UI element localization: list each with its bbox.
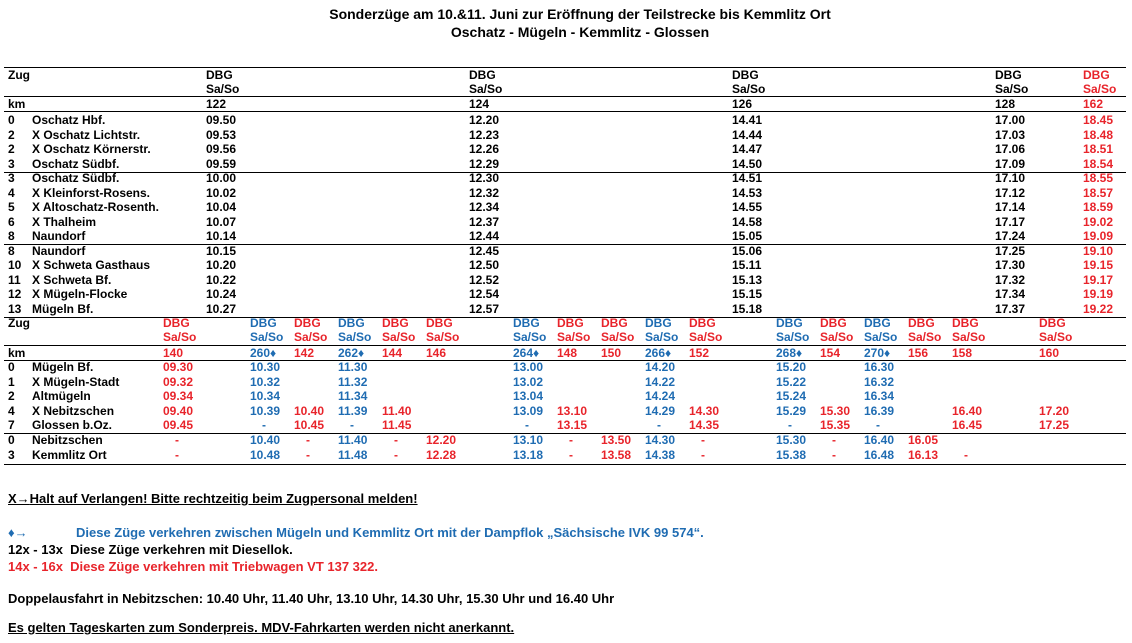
departure-time: 12.34 xyxy=(469,200,500,214)
train-operator: DBG xyxy=(513,316,540,330)
departure-time: 14.22 xyxy=(645,374,676,389)
row-km: 8 xyxy=(8,243,15,258)
departure-time: 11.32 xyxy=(338,374,368,389)
departure-time: - xyxy=(525,418,529,433)
departure-time: 13.50 xyxy=(601,433,632,447)
departure-time: 13.09 xyxy=(513,403,544,418)
departure-time: 15.06 xyxy=(732,243,763,258)
departure-time: 19.17 xyxy=(1083,272,1114,287)
departure-time: 10.00 xyxy=(206,171,237,185)
departure-time: 15.13 xyxy=(732,272,763,287)
train-number: 124 xyxy=(469,97,490,111)
train-operator: DBG xyxy=(426,316,453,330)
departure-time: 14.58 xyxy=(732,214,763,229)
departure-time: 14.30 xyxy=(689,403,720,418)
departure-time: 18.59 xyxy=(1083,200,1114,214)
departure-time: 13.02 xyxy=(513,374,544,389)
departure-time: 17.37 xyxy=(995,301,1026,316)
train-number: 142 xyxy=(294,346,315,360)
train-number: 128 xyxy=(995,97,1016,111)
train-number: 152 xyxy=(689,346,710,360)
departure-time: 10.40 xyxy=(294,403,325,418)
train-days: Sa/So xyxy=(952,330,986,344)
train-days: Sa/So xyxy=(732,82,766,96)
departure-time: 18.48 xyxy=(1083,127,1114,142)
train-days: Sa/So xyxy=(776,330,810,344)
row-km: 2 xyxy=(8,142,15,156)
departure-time: - xyxy=(701,433,705,447)
train-operator: DBG xyxy=(952,316,979,330)
departure-time: 14.41 xyxy=(732,113,763,127)
train-days: Sa/So xyxy=(338,330,372,344)
departure-time: 17.32 xyxy=(995,272,1026,287)
departure-time: 16.48 xyxy=(864,447,895,462)
departure-time: 10.20 xyxy=(206,258,237,272)
train-operator: DBG xyxy=(1083,68,1110,82)
train-operator: DBG xyxy=(908,316,935,330)
train-days: Sa/So xyxy=(908,330,942,344)
train-operator: DBG xyxy=(864,316,891,330)
departure-time: 11.30 xyxy=(338,360,368,374)
train-days: Sa/So xyxy=(557,330,591,344)
row-km: 1 xyxy=(8,374,15,389)
departure-time: - xyxy=(569,447,573,462)
departure-time: 17.25 xyxy=(1039,418,1070,433)
train-operator: DBG xyxy=(732,68,759,82)
train-operator: DBG xyxy=(995,68,1022,82)
section-rule xyxy=(4,244,1126,245)
departure-time: 18.57 xyxy=(1083,185,1114,200)
departure-time: 16.30 xyxy=(864,360,895,374)
departure-time: 18.54 xyxy=(1083,156,1114,171)
departure-time: 17.06 xyxy=(995,142,1026,156)
train-number: 144 xyxy=(382,346,403,360)
departure-time: 13.00 xyxy=(513,360,544,374)
departure-time: 17.03 xyxy=(995,127,1026,142)
diesel-prefix: 12x - 13x xyxy=(8,542,63,557)
departure-time: 12.57 xyxy=(469,301,500,316)
departure-time: - xyxy=(262,418,266,433)
departure-time: 19.10 xyxy=(1083,243,1114,258)
departure-time: 15.20 xyxy=(776,360,807,374)
train-operator: DBG xyxy=(250,316,277,330)
departure-time: 15.24 xyxy=(776,389,807,404)
departure-time: 09.30 xyxy=(163,360,194,374)
train-number: 154 xyxy=(820,346,841,360)
departure-time: 12.20 xyxy=(426,433,457,447)
departure-time: 10.40 xyxy=(250,433,281,447)
departure-time: 15.15 xyxy=(732,287,763,301)
row-km: 5 xyxy=(8,200,15,214)
departure-time: 12.30 xyxy=(469,171,500,185)
departure-time: 13.15 xyxy=(557,418,588,433)
departure-time: 19.15 xyxy=(1083,258,1114,272)
header-rule xyxy=(4,111,1126,112)
departure-time: 18.55 xyxy=(1083,171,1114,185)
train-days: Sa/So xyxy=(601,330,635,344)
departure-time: 11.45 xyxy=(382,418,412,433)
departure-time: 14.47 xyxy=(732,142,763,156)
departure-time: 16.40 xyxy=(864,433,895,447)
train-operator: DBG xyxy=(382,316,409,330)
departure-time: 10.24 xyxy=(206,287,237,301)
departure-time: 14.38 xyxy=(645,447,676,462)
departure-time: 13.18 xyxy=(513,447,544,462)
departure-time: 17.10 xyxy=(995,171,1026,185)
departure-time: 13.04 xyxy=(513,389,544,404)
departure-time: - xyxy=(701,447,705,462)
departure-time: 17.25 xyxy=(995,243,1026,258)
page-title: Sonderzüge am 10.&11. Juni zur Eröffnung der Teilstrecke bis Kemmlitz Ort xyxy=(329,6,831,22)
page-subtitle: Oschatz - Mügeln - Kemmlitz - Glossen xyxy=(450,24,710,40)
departure-time: 12.44 xyxy=(469,229,500,243)
train-number: 156 xyxy=(908,346,929,360)
section-rule xyxy=(4,433,1126,434)
departure-time: 14.50 xyxy=(732,156,763,171)
departure-time: 14.29 xyxy=(645,403,676,418)
departure-time: - xyxy=(175,447,179,462)
train-number: 268♦ xyxy=(776,346,803,360)
departure-time: 10.07 xyxy=(206,214,237,229)
departure-time: 15.11 xyxy=(732,258,762,272)
departure-time: 18.51 xyxy=(1083,142,1114,156)
row-station: Oschatz Hbf. xyxy=(32,113,106,127)
departure-time: - xyxy=(306,447,310,462)
row-km: 4 xyxy=(8,185,15,200)
departure-time: 12.29 xyxy=(469,156,500,171)
departure-time: 14.30 xyxy=(645,433,676,447)
header-rule xyxy=(4,96,1126,97)
departure-time: 09.32 xyxy=(163,374,194,389)
train-number: 158 xyxy=(952,346,973,360)
departure-time: 11.40 xyxy=(382,403,412,418)
departure-time: 09.59 xyxy=(206,156,237,171)
train-operator: DBG xyxy=(206,68,233,82)
train-days: Sa/So xyxy=(382,330,416,344)
train-operator: DBG xyxy=(1039,316,1066,330)
departure-time: 17.30 xyxy=(995,258,1026,272)
row-km: 0 xyxy=(8,433,15,447)
departure-time: - xyxy=(306,433,310,447)
departure-time: 10.27 xyxy=(206,301,237,316)
departure-time: 12.26 xyxy=(469,142,500,156)
row-km: 2 xyxy=(8,389,15,404)
departure-time: 09.56 xyxy=(206,142,237,156)
departure-time: 14.20 xyxy=(645,360,676,374)
departure-time: 12.54 xyxy=(469,287,500,301)
train-operator: DBG xyxy=(163,316,190,330)
departure-time: 19.19 xyxy=(1083,287,1114,301)
departure-time: 10.15 xyxy=(206,243,237,258)
departure-time: 16.40 xyxy=(952,403,983,418)
row-station: X Mügeln-Stadt xyxy=(32,374,120,389)
row-km: 3 xyxy=(8,447,15,462)
train-number: 126 xyxy=(732,97,753,111)
departure-time: - xyxy=(394,447,398,462)
departure-time: 12.23 xyxy=(469,127,500,142)
row-station: Nebitzschen xyxy=(32,433,103,447)
train-number: 270♦ xyxy=(864,346,891,360)
ticket-note: Es gelten Tageskarten zum Sonderpreis. MDV-Fahrkarten werden nicht anerkannt. xyxy=(8,620,515,635)
train-days: Sa/So xyxy=(469,82,503,96)
departure-time: 11.40 xyxy=(338,433,368,447)
departure-time: 16.45 xyxy=(952,418,983,433)
train-operator: DBG xyxy=(776,316,803,330)
train-days: Sa/So xyxy=(294,330,328,344)
departure-time: 10.34 xyxy=(250,389,281,404)
train-days: Sa/So xyxy=(513,330,547,344)
departure-time: 16.39 xyxy=(864,403,895,418)
departure-time: 12.20 xyxy=(469,113,500,127)
row-station: Oschatz Südbf. xyxy=(32,156,120,171)
departure-time: - xyxy=(350,418,354,433)
row-km: 8 xyxy=(8,229,15,243)
train-number: 264♦ xyxy=(513,346,540,360)
train-operator: DBG xyxy=(645,316,672,330)
diesel-note xyxy=(8,542,293,557)
row-station: Mügeln Bf. xyxy=(32,360,94,374)
row-station: X Mügeln-Flocke xyxy=(32,287,128,301)
departure-time: 17.00 xyxy=(995,113,1026,127)
departure-time: 12.52 xyxy=(469,272,500,287)
header-rule xyxy=(4,345,1126,346)
train-number: 266♦ xyxy=(645,346,672,360)
row-km: 3 xyxy=(8,156,15,171)
departure-time: 17.17 xyxy=(995,214,1026,229)
departure-time: 14.51 xyxy=(732,171,763,185)
train-operator: DBG xyxy=(601,316,628,330)
row-km: 3 xyxy=(8,171,15,185)
train-number: 140 xyxy=(163,346,184,360)
departure-time: 16.32 xyxy=(864,374,895,389)
train-days: Sa/So xyxy=(1083,82,1117,96)
departure-time: 10.32 xyxy=(250,374,281,389)
departure-time: 10.02 xyxy=(206,185,237,200)
departure-time: 16.05 xyxy=(908,433,939,447)
departure-time: 11.48 xyxy=(338,447,368,462)
departure-time: 17.24 xyxy=(995,229,1026,243)
departure-time: - xyxy=(569,433,573,447)
departure-time: - xyxy=(657,418,661,433)
departure-time: 15.05 xyxy=(732,229,763,243)
row-km: 6 xyxy=(8,214,15,229)
departure-time: 10.04 xyxy=(206,200,237,214)
departure-time: 13.58 xyxy=(601,447,632,462)
departure-time: 19.09 xyxy=(1083,229,1114,243)
departure-time: - xyxy=(964,447,968,462)
departure-time: 09.53 xyxy=(206,127,237,142)
zug-label: Zug xyxy=(8,316,30,330)
row-station: X Oschatz Körnerstr. xyxy=(32,142,151,156)
departure-time: 10.48 xyxy=(250,447,281,462)
departure-time: 16.34 xyxy=(864,389,895,404)
departure-time: - xyxy=(175,433,179,447)
train-number: 148 xyxy=(557,346,578,360)
halt-symbol: X→ xyxy=(8,491,30,506)
row-km: 13 xyxy=(8,301,22,316)
departure-time: 17.09 xyxy=(995,156,1026,171)
row-station: Naundorf xyxy=(32,243,86,258)
departure-time: 11.34 xyxy=(338,389,368,404)
departure-time: - xyxy=(394,433,398,447)
train-days: Sa/So xyxy=(1039,330,1073,344)
departure-time: 19.02 xyxy=(1083,214,1114,229)
section-rule xyxy=(4,172,1126,173)
departure-time: 10.30 xyxy=(250,360,281,374)
departure-time: 17.12 xyxy=(995,185,1026,200)
row-km: 4 xyxy=(8,403,15,418)
row-km: 11 xyxy=(8,272,21,287)
departure-time: 13.10 xyxy=(557,403,588,418)
departure-time: 09.45 xyxy=(163,418,194,433)
train-operator: DBG xyxy=(557,316,584,330)
train-days: Sa/So xyxy=(426,330,460,344)
train-number: 162 xyxy=(1083,97,1104,111)
diamond-arrow-icon: ♦→ xyxy=(8,525,28,540)
train-days: Sa/So xyxy=(820,330,854,344)
train-days: Sa/So xyxy=(995,82,1029,96)
departure-time: 10.14 xyxy=(206,229,237,243)
row-station: X Thalheim xyxy=(32,214,97,229)
train-days: Sa/So xyxy=(645,330,679,344)
departure-time: - xyxy=(832,447,836,462)
departure-time: 14.24 xyxy=(645,389,676,404)
km-label: km xyxy=(8,346,26,360)
railcar-text: Diese Züge verkehren mit Triebwagen VT 137 322. xyxy=(70,559,378,574)
departure-time: - xyxy=(832,433,836,447)
departure-time: - xyxy=(788,418,792,433)
row-station: X Nebitzschen xyxy=(32,403,115,418)
train-days: Sa/So xyxy=(689,330,723,344)
departure-time: 12.50 xyxy=(469,258,500,272)
railcar-note xyxy=(8,559,378,574)
departure-time: 16.13 xyxy=(908,447,939,462)
row-km: 7 xyxy=(8,418,15,433)
departure-time: 14.44 xyxy=(732,127,763,142)
diesel-text: Diese Züge verkehren mit Diesellok. xyxy=(70,542,293,557)
departure-time: 10.45 xyxy=(294,418,325,433)
departure-time: 15.18 xyxy=(732,301,763,316)
departure-time: 09.40 xyxy=(163,403,194,418)
train-number: 122 xyxy=(206,97,227,111)
train-number: 150 xyxy=(601,346,622,360)
row-station: Glossen b.Oz. xyxy=(32,418,113,433)
row-station: Kemmlitz Ort xyxy=(32,447,107,462)
departure-time: 14.35 xyxy=(689,418,720,433)
train-operator: DBG xyxy=(338,316,365,330)
zug-label: Zug xyxy=(8,68,30,82)
train-operator: DBG xyxy=(469,68,496,82)
departure-time: 14.55 xyxy=(732,200,763,214)
row-station: X Altoschatz-Rosenth. xyxy=(32,200,159,214)
train-days: Sa/So xyxy=(250,330,284,344)
departure-time: 12.32 xyxy=(469,185,500,200)
departure-time: 18.45 xyxy=(1083,113,1114,127)
departure-time: 13.10 xyxy=(513,433,544,447)
departure-time: 12.45 xyxy=(469,243,500,258)
steam-note xyxy=(8,525,704,540)
departure-time: 09.34 xyxy=(163,389,194,404)
train-operator: DBG xyxy=(294,316,321,330)
departure-time: 15.29 xyxy=(776,403,807,418)
row-station: Naundorf xyxy=(32,229,86,243)
departure-time: 17.34 xyxy=(995,287,1026,301)
train-operator: DBG xyxy=(820,316,847,330)
train-number: 146 xyxy=(426,346,447,360)
train-number: 262♦ xyxy=(338,346,365,360)
train-number: 160 xyxy=(1039,346,1060,360)
steam-text: Diese Züge verkehren zwischen Mügeln und Kemmlitz Ort mit der Dampflok „Sächsische IVK 99 574“. xyxy=(76,525,704,540)
departure-time: 10.39 xyxy=(250,403,281,418)
departure-time: 17.14 xyxy=(995,200,1026,214)
departure-time: 15.38 xyxy=(776,447,807,462)
departure-time: 14.53 xyxy=(732,185,763,200)
row-km: 2 xyxy=(8,127,15,142)
row-station: X Kleinforst-Rosens. xyxy=(32,185,151,200)
train-days: Sa/So xyxy=(163,330,197,344)
row-station: Altmügeln xyxy=(32,389,91,404)
departure-time: 19.22 xyxy=(1083,301,1114,316)
train-operator: DBG xyxy=(689,316,716,330)
departure-time: 12.37 xyxy=(469,214,500,229)
row-station: X Schweta Gasthaus xyxy=(32,258,151,272)
row-station: Mügeln Bf. xyxy=(32,301,94,316)
departure-time: 11.39 xyxy=(338,403,368,418)
departure-time: 10.22 xyxy=(206,272,237,287)
row-km: 10 xyxy=(8,258,22,272)
departure-time: 15.30 xyxy=(820,403,851,418)
row-station: X Schweta Bf. xyxy=(32,272,112,287)
table-bottom-rule xyxy=(4,464,1126,465)
departure-time: 15.22 xyxy=(776,374,807,389)
halt-text: Halt auf Verlangen! Bitte rechtzeitig beim Zugpersonal melden! xyxy=(29,491,418,506)
row-station: Oschatz Südbf. xyxy=(32,171,120,185)
halt-note xyxy=(8,491,418,506)
row-km: 12 xyxy=(8,287,22,301)
km-label: km xyxy=(8,97,26,111)
row-km: 0 xyxy=(8,360,15,374)
railcar-prefix: 14x - 16x xyxy=(8,559,63,574)
train-days: Sa/So xyxy=(206,82,240,96)
train-days: Sa/So xyxy=(864,330,898,344)
departure-time: - xyxy=(876,418,880,433)
table-top-rule xyxy=(4,67,1126,68)
departure-time: 12.28 xyxy=(426,447,457,462)
double-departure-note: Doppelausfahrt in Nebitzschen: 10.40 Uhr, 11.40 Uhr, 13.10 Uhr, 14.30 Uhr, 15.30 Uhr und 16.40 Uhr xyxy=(8,591,615,606)
row-station: X Oschatz Lichtstr. xyxy=(32,127,141,142)
row-km: 0 xyxy=(8,113,15,127)
train-number: 260♦ xyxy=(250,346,277,360)
departure-time: 15.35 xyxy=(820,418,851,433)
departure-time: 17.20 xyxy=(1039,403,1070,418)
departure-time: 15.30 xyxy=(776,433,807,447)
departure-time: 09.50 xyxy=(206,113,237,127)
